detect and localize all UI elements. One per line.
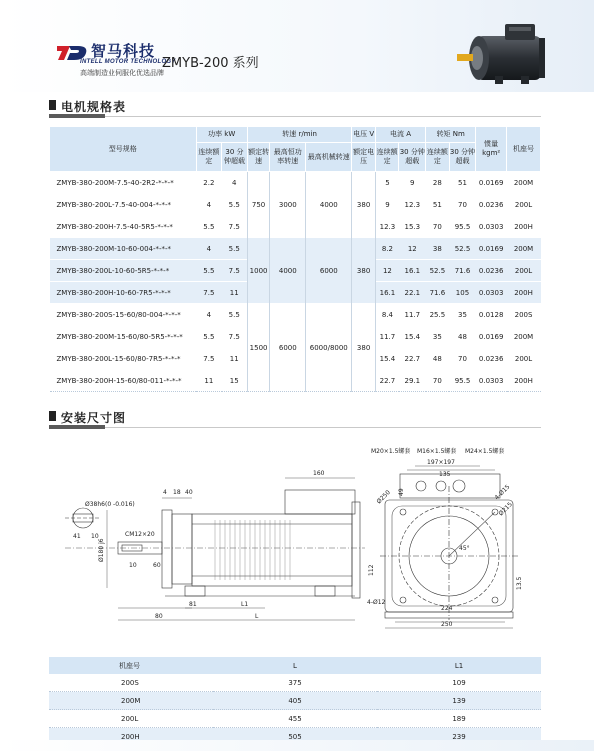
cell-model: ZMYB-380-200L-10-60-5R5-*-*-* [50,260,197,282]
dim-18: 18 [173,489,181,496]
cell-power-cont: 5.5 [196,326,222,348]
cell-torque-30: 95.5 [449,216,476,238]
cell-current-cont: 8.2 [375,238,399,260]
cell-model: ZMYB-380-200S-15-60/80-004-*-*-* [50,304,197,326]
section-marker [49,100,56,110]
cell-torque-cont: 70 [426,216,450,238]
footer-band [0,740,594,751]
dim-10: 10 [91,533,99,540]
brand-name: 智马科技 [91,42,156,60]
dimension-section-title: 安装尺寸图 [61,411,127,425]
header-speed-max-const: 最高恒功率转速 [270,143,306,172]
cell-power-30: 5.5 [222,304,248,326]
cell-torque-cont: 71.6 [426,282,450,304]
cell-power-cont: 4 [196,238,222,260]
dim-m20: M20×1.5螺套 [371,448,411,455]
header-inertia-label: 惯量 kgm² [482,140,501,157]
dim-4-15: 4-Ø15 [493,483,512,502]
section-marker [49,411,56,421]
cell-power-30: 4 [222,172,248,194]
cell-frame: 200S [507,304,541,326]
header-speed-rated: 额定转速 [247,143,270,172]
cell-torque-30: 35 [449,304,476,326]
dim-shaft-dia: Ø38h6(0 -0.016) [85,501,135,508]
dim-160: 160 [313,470,325,477]
cell-power-30: 7.5 [222,216,248,238]
header-voltage [352,127,376,143]
cell-torque-cont: 25.5 [426,304,450,326]
dim-224: 224 [441,605,453,612]
section-divider [105,116,541,117]
cell-torque-cont: 35 [426,326,450,348]
dimension-drawing [55,440,535,630]
cell-current-30: 15.3 [399,216,426,238]
size-header-frame: 机座号 [49,657,213,674]
dim-112: 112 [368,564,375,576]
dim-60: 60 [153,562,161,569]
cell-max-mech-speed: 6000/8000 [306,304,352,392]
header-frame: 机座号 [507,127,541,172]
dim-41: 41 [73,533,81,540]
dim-250: Ø250 [375,489,392,506]
cell-frame: 200L [507,348,541,370]
cell-power-30: 7.5 [222,260,248,282]
cell-power-cont: 4 [196,194,222,216]
cell-model: ZMYB-380-200M-10-60-004-*-*-* [50,238,197,260]
cell-power-cont: 5.5 [196,260,222,282]
cell-voltage: 380 [352,304,376,392]
size-cell-L: 455 [213,710,377,728]
cell-current-cont: 12.3 [375,216,399,238]
cell-frame: 200M [507,172,541,194]
cell-torque-30: 48 [449,326,476,348]
brand-name-en: INTELL MOTOR TECHNOLOGY [80,59,176,65]
cell-current-30: 15.4 [399,326,426,348]
size-cell-L: 405 [213,692,377,710]
dim-80: 80 [155,613,163,620]
cell-current-30: 29.1 [399,370,426,392]
cell-power-30: 15 [222,370,248,392]
header-power-cont: 连续额定 [196,143,222,172]
cell-frame: 200H [507,216,541,238]
size-cell-L1: 139 [377,692,541,710]
cell-torque-30: 71.6 [449,260,476,282]
cell-power-cont: 7.5 [196,348,222,370]
cell-current-30: 22.7 [399,348,426,370]
size-cell-frame: 200S [49,674,213,692]
section-divider [105,427,541,428]
cell-torque-cont: 48 [426,348,450,370]
dim-215: Ø215 [497,501,514,518]
cell-frame: 200H [507,282,541,304]
dim-L1: L1 [241,601,249,608]
size-table [49,657,541,746]
header-speed: 转速 r/min [247,127,352,143]
cell-max-const-speed: 6000 [270,304,306,392]
cell-inertia: 0.0169 [476,238,507,260]
cell-inertia: 0.0169 [476,326,507,348]
header-model: 型号规格 [50,127,197,172]
cell-model: ZMYB-380-200L-15-60/80-7R5-*-*-* [50,348,197,370]
cell-max-const-speed: 4000 [270,238,306,304]
cell-model: ZMYB-380-200M-7.5-40-2R2-*-*-* [50,172,197,194]
header-speed-max-mech: 最高机械转速 [306,143,352,172]
cell-power-30: 7.5 [222,326,248,348]
cell-rated-speed: 1000 [247,238,270,304]
header-inertia [476,127,507,172]
cell-power-cont: 7.5 [196,282,222,304]
dim-250b: 250 [441,621,453,628]
cell-torque-cont: 28 [426,172,450,194]
cell-power-30: 5.5 [222,194,248,216]
cell-model: ZMYB-380-200L-7.5-40-004-*-*-* [50,194,197,216]
cell-power-cont: 11 [196,370,222,392]
cell-inertia: 0.0169 [476,172,507,194]
cell-torque-30: 70 [449,348,476,370]
dim-L: L [255,613,259,620]
cell-torque-cont: 70 [426,370,450,392]
cell-model: ZMYB-380-200M-15-60/80-5R5-*-*-* [50,326,197,348]
size-cell-frame: 200L [49,710,213,728]
cell-current-cont: 8.4 [375,304,399,326]
dim-cm12: CM12×20 [125,531,155,538]
header-voltage-label: 电压 V [353,130,375,138]
cell-current-cont: 12 [375,260,399,282]
dim-m16: M16×1.5螺套 [417,448,457,455]
cell-frame: 200H [507,370,541,392]
cell-inertia: 0.0303 [476,216,507,238]
cell-power-cont: 5.5 [196,216,222,238]
header-power: 功率 kW [196,127,247,143]
header-current-30: 30 分钟超载 [399,143,426,172]
cell-frame: 200L [507,194,541,216]
cell-torque-30: 95.5 [449,370,476,392]
dim-10b: 10 [129,562,137,569]
cell-power-30: 11 [222,282,248,304]
dim-4-12: 4-Ø12 [367,599,386,606]
cell-torque-30: 70 [449,194,476,216]
cell-current-30: 22.1 [399,282,426,304]
size-header-L1: L1 [377,657,541,674]
dim-flange: Ø180 j6 [98,538,105,562]
cell-max-mech-speed: 4000 [306,172,352,238]
dim-13-5: 13.5 [516,576,523,590]
cell-voltage: 380 [352,238,376,304]
cell-current-30: 12.3 [399,194,426,216]
cell-torque-30: 52.5 [449,238,476,260]
cell-current-30: 16.1 [399,260,426,282]
size-cell-frame: 200H [49,728,213,746]
cell-torque-cont: 38 [426,238,450,260]
cell-voltage: 380 [352,172,376,238]
size-cell-L: 375 [213,674,377,692]
header-torque-cont: 连续额定 [426,143,450,172]
cell-current-cont: 5 [375,172,399,194]
cell-power-30: 5.5 [222,238,248,260]
cell-current-cont: 11.7 [375,326,399,348]
size-cell-L1: 239 [377,728,541,746]
shaft-detail [65,508,101,528]
cell-power-30: 11 [222,348,248,370]
size-cell-frame: 200M [49,692,213,710]
cell-rated-speed: 1500 [247,304,270,392]
size-cell-L: 505 [213,728,377,746]
dim-m24: M24×1.5螺套 [465,448,505,455]
cell-current-30: 11.7 [399,304,426,326]
cell-torque-30: 105 [449,282,476,304]
cell-current-cont: 9 [375,194,399,216]
cell-model: ZMYB-380-200H-15-60/80-011-*-*-* [50,370,197,392]
cell-torque-cont: 52.5 [426,260,450,282]
dim-4: 4 [163,489,167,496]
cell-inertia: 0.0128 [476,304,507,326]
cell-current-30: 12 [399,238,426,260]
cell-inertia: 0.0236 [476,260,507,282]
header-current: 电流 A [375,127,425,143]
spec-table-body [50,172,541,392]
size-cell-L1: 189 [377,710,541,728]
cell-rated-speed: 750 [247,172,270,238]
dim-135: 135 [439,471,451,478]
header-current-cont: 连续额定 [375,143,399,172]
dim-45: 45° [459,545,470,552]
cell-inertia: 0.0303 [476,282,507,304]
brand-slogan: 高端制造业伺服化优选品牌 [80,69,164,77]
cell-inertia: 0.0236 [476,348,507,370]
cell-model: ZMYB-380-200H-7.5-40-5R5-*-*-* [50,216,197,238]
cell-max-const-speed: 3000 [270,172,306,238]
cell-frame: 200L [507,260,541,282]
cell-max-mech-speed: 6000 [306,238,352,304]
dim-49: 49 [398,488,405,496]
dim-197: 197×197 [427,459,455,466]
cell-current-30: 9 [399,172,426,194]
cell-power-cont: 2.2 [196,172,222,194]
size-cell-L1: 109 [377,674,541,692]
size-header-L: L [213,657,377,674]
header-power-30: 30 分钟超载 [222,143,248,172]
cell-torque-30: 51 [449,172,476,194]
cell-torque-cont: 51 [426,194,450,216]
cell-frame: 200M [507,238,541,260]
cell-inertia: 0.0303 [476,370,507,392]
spec-table [49,126,541,392]
dim-40: 40 [185,489,193,496]
cell-frame: 200M [507,326,541,348]
cell-inertia: 0.0236 [476,194,507,216]
dim-81: 81 [189,601,197,608]
series-title: ZMYB-200 系列 [162,56,259,71]
cell-power-cont: 4 [196,304,222,326]
header-voltage-rated: 额定电压 [352,143,376,172]
cell-current-cont: 16.1 [375,282,399,304]
spec-section-title: 电机规格表 [61,100,127,114]
cell-current-cont: 22.7 [375,370,399,392]
motor-image [455,18,555,88]
cell-model: ZMYB-380-200H-10-60-7R5-*-*-* [50,282,197,304]
cell-current-cont: 15.4 [375,348,399,370]
header-torque-30: 30 分钟超载 [449,143,476,172]
header-torque: 转矩 Nm [426,127,476,143]
